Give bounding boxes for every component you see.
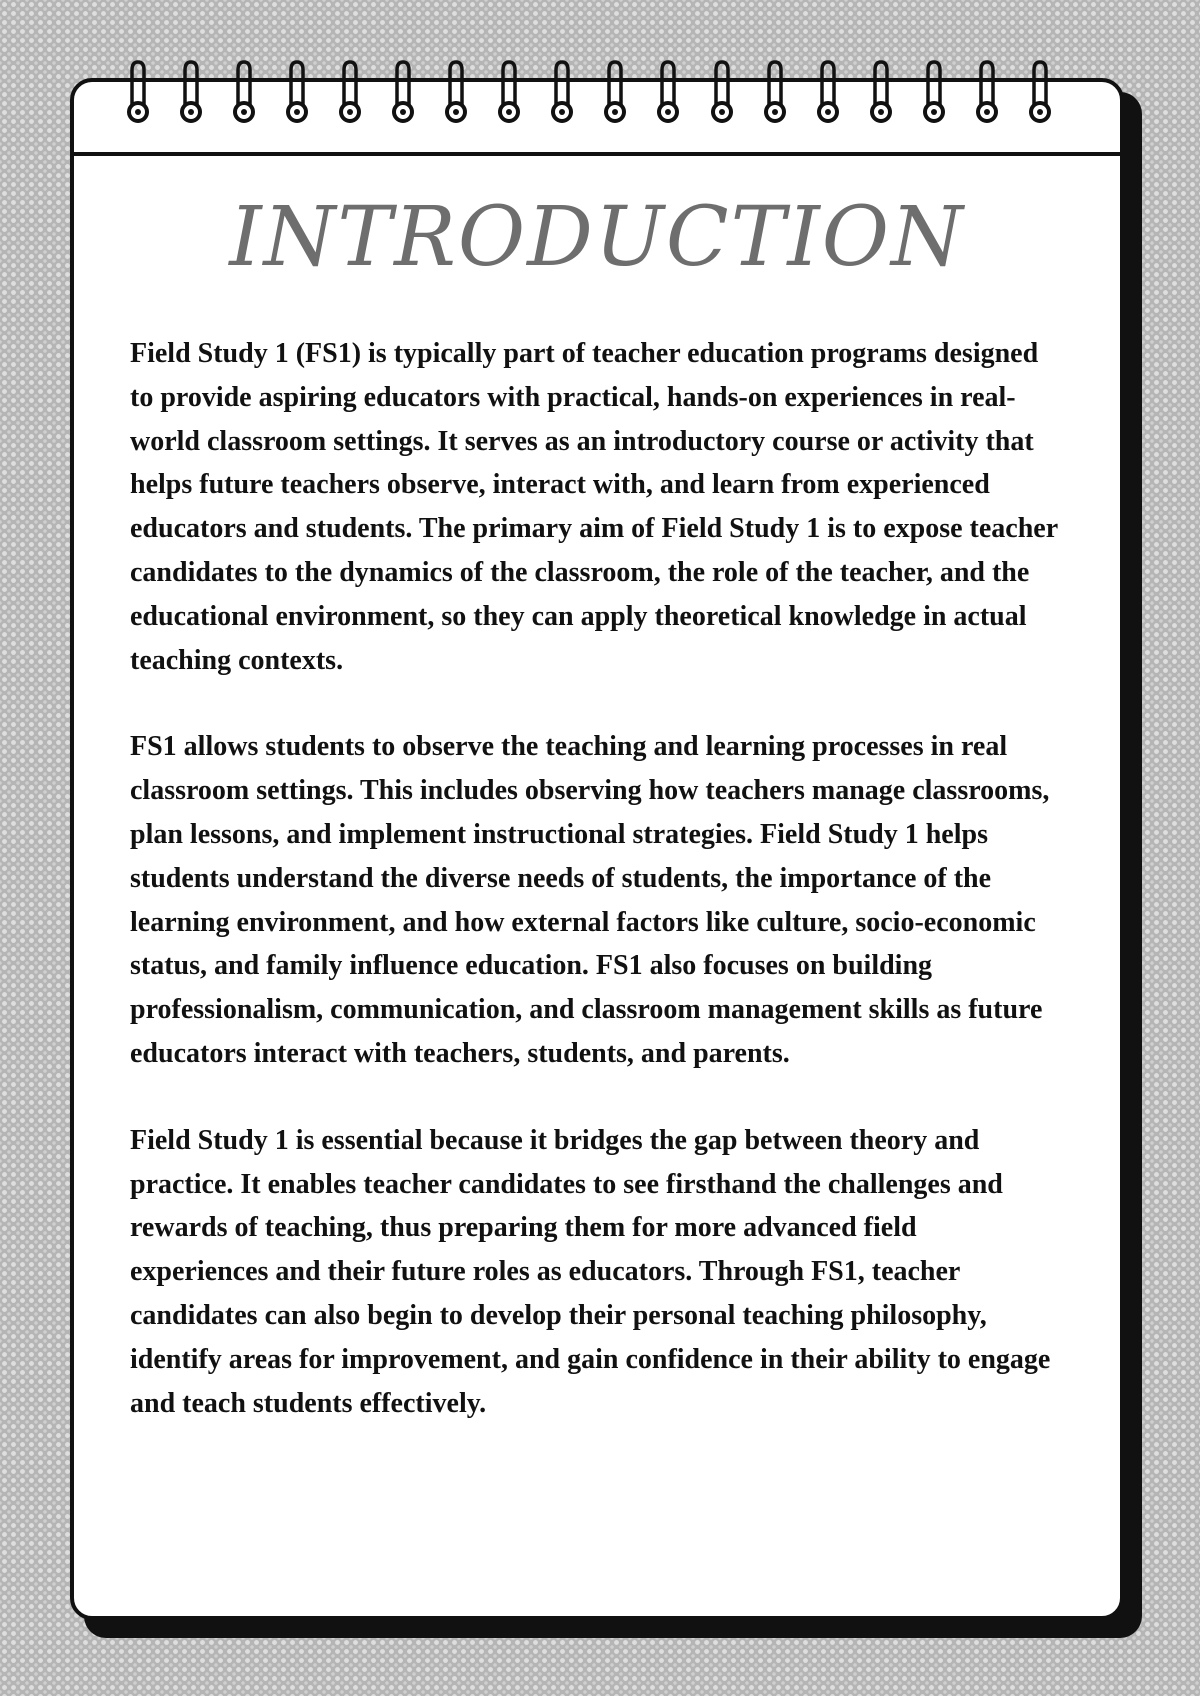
spiral-ring-icon <box>814 60 842 130</box>
spiral-ring-icon <box>442 60 470 130</box>
spiral-ring-icon <box>867 60 895 130</box>
spiral-ring-icon <box>708 60 736 130</box>
spiral-ring-icon <box>230 60 258 130</box>
spiral-ring-icon <box>761 60 789 130</box>
body-text <box>130 332 1060 1468</box>
paragraph-3: Field Study 1 is essential because it bridges the gap between theory and practice. It enables teacher candidates to see firsthand the challenges and rewards of teaching, thus preparing them for more advanced field experiences and their future roles as educators. Through FS1, teacher candidates can also begin to develop their personal teaching philosophy, identify areas for improvement, and gain confidence in their ability to engage and teach students effectively. <box>130 1124 1051 1419</box>
spiral-ring-icon <box>920 60 948 130</box>
spiral-ring-icon <box>1026 60 1054 130</box>
spiral-ring-icon <box>548 60 576 130</box>
spiral-ring-icon <box>495 60 523 130</box>
spiral-ring-icon <box>601 60 629 130</box>
spiral-ring-icon <box>283 60 311 130</box>
spiral-rings <box>124 60 1054 130</box>
notebook-page <box>70 78 1124 1620</box>
paragraph-1: Field Study 1 (FS1) is typically part of teacher education programs designed to provide aspiring educators with practical, hands-on experiences in real-world classroom settings. It serves as an introductory course or activity that helps future teachers observe, interact with, and learn from experienced educators and students. The primary aim of Field Study 1 is to expose teacher candidates to the dynamics of the classroom, the role of the teacher, and the educational environment, so they can apply theoretical knowledge in actual teaching contexts. <box>130 338 1058 676</box>
spiral-ring-icon <box>124 60 152 130</box>
paragraph-2: FS1 allows students to observe the teaching and learning processes in real classroom settings. This includes observing how teachers manage classrooms, plan lessons, and implement instructional strategies. Field Study 1 helps students understand the diverse needs of students, the importance of the learning environment, and how external factors like culture, socio-economic status, and family influence education. FS1 also focuses on building professionalism, communication, and classroom management skills as future educators interact with teachers, students, and parents. <box>130 731 1050 1069</box>
spiral-ring-icon <box>177 60 205 130</box>
spiral-ring-icon <box>389 60 417 130</box>
spiral-ring-icon <box>336 60 364 130</box>
spiral-binding-strip <box>74 82 1120 156</box>
spiral-ring-icon <box>973 60 1001 130</box>
page-title: INTRODUCTION <box>229 190 965 285</box>
spiral-ring-icon <box>654 60 682 130</box>
